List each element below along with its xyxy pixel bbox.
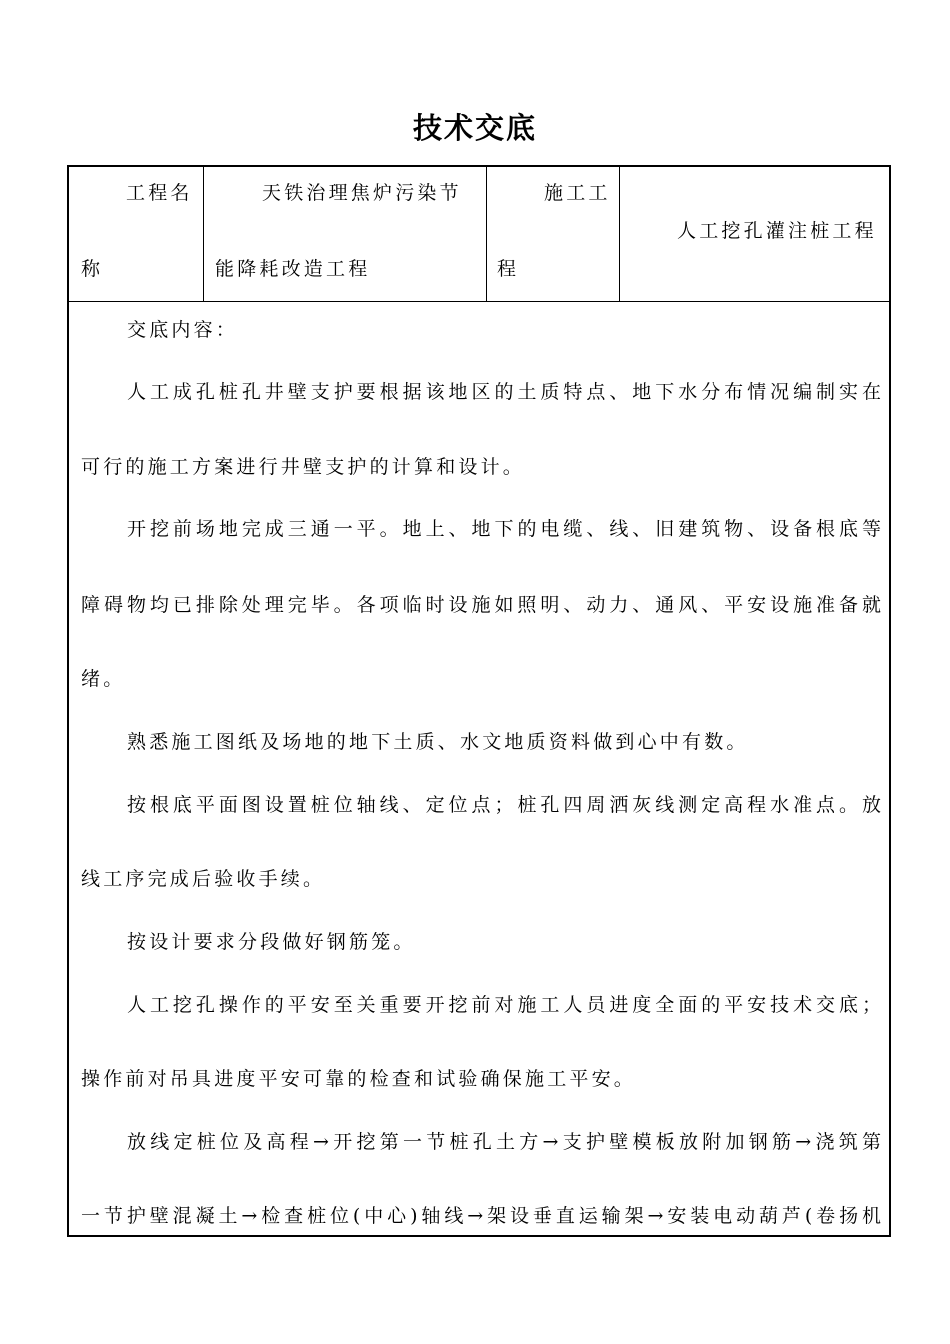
document-title: 技术交底: [412, 111, 537, 145]
content-line: 一节护壁混凝土→检查桩位(中心)轴线→架设垂直运输架→安装电动葫芦(卷扬机: [81, 1205, 881, 1227]
construction-label-line2: 程: [497, 258, 520, 280]
content-line: 按根底平面图设置桩位轴线、定位点；桩孔四周洒灰线测定高程水准点。放: [127, 794, 881, 816]
content-line: 绪。: [81, 668, 126, 690]
column-divider-1: [203, 167, 204, 301]
project-name-line1: 天铁治理焦炉污染节: [262, 182, 462, 204]
content-line: 人工挖孔操作的平安至关重要开挖前对施工人员进度全面的平安技术交底；: [127, 994, 881, 1016]
content-line: 开挖前场地完成三通一平。地上、地下的电缆、线、旧建筑物、设备根底等: [127, 518, 881, 540]
content-line: 障碍物均已排除处理完毕。各项临时设施如照明、动力、通风、平安设施准备就: [81, 594, 881, 616]
content-line: 放线定桩位及高程→开挖第一节桩孔土方→支护壁模板放附加钢筋→浇筑第: [127, 1131, 881, 1153]
disclosure-table: [67, 165, 891, 1237]
content-heading: 交底内容：: [127, 319, 239, 341]
content-line: 熟悉施工图纸及场地的地下土质、水文地质资料做到心中有数。: [127, 731, 749, 753]
content-line: 可行的施工方案进行井壁支护的计算和设计。: [81, 456, 526, 478]
construction-label-line1: 施工工: [544, 182, 611, 204]
header-row-divider: [69, 301, 889, 302]
project-label-line1: 工程名: [126, 182, 193, 204]
content-line: 线工序完成后验收手续。: [81, 868, 326, 890]
column-divider-3: [619, 167, 620, 301]
content-line: 人工成孔桩孔井壁支护要根据该地区的土质特点、地下水分布情况编制实在: [127, 381, 881, 403]
construction-name: 人工挖孔灌注桩工程: [677, 220, 877, 242]
project-name-line2: 能降耗改造工程: [215, 258, 371, 280]
project-label-line2: 称: [81, 258, 104, 280]
column-divider-2: [486, 167, 487, 301]
content-line: 按设计要求分段做好钢筋笼。: [127, 931, 416, 953]
content-line: 操作前对吊具进度平安可靠的检查和试验确保施工平安。: [81, 1068, 637, 1090]
